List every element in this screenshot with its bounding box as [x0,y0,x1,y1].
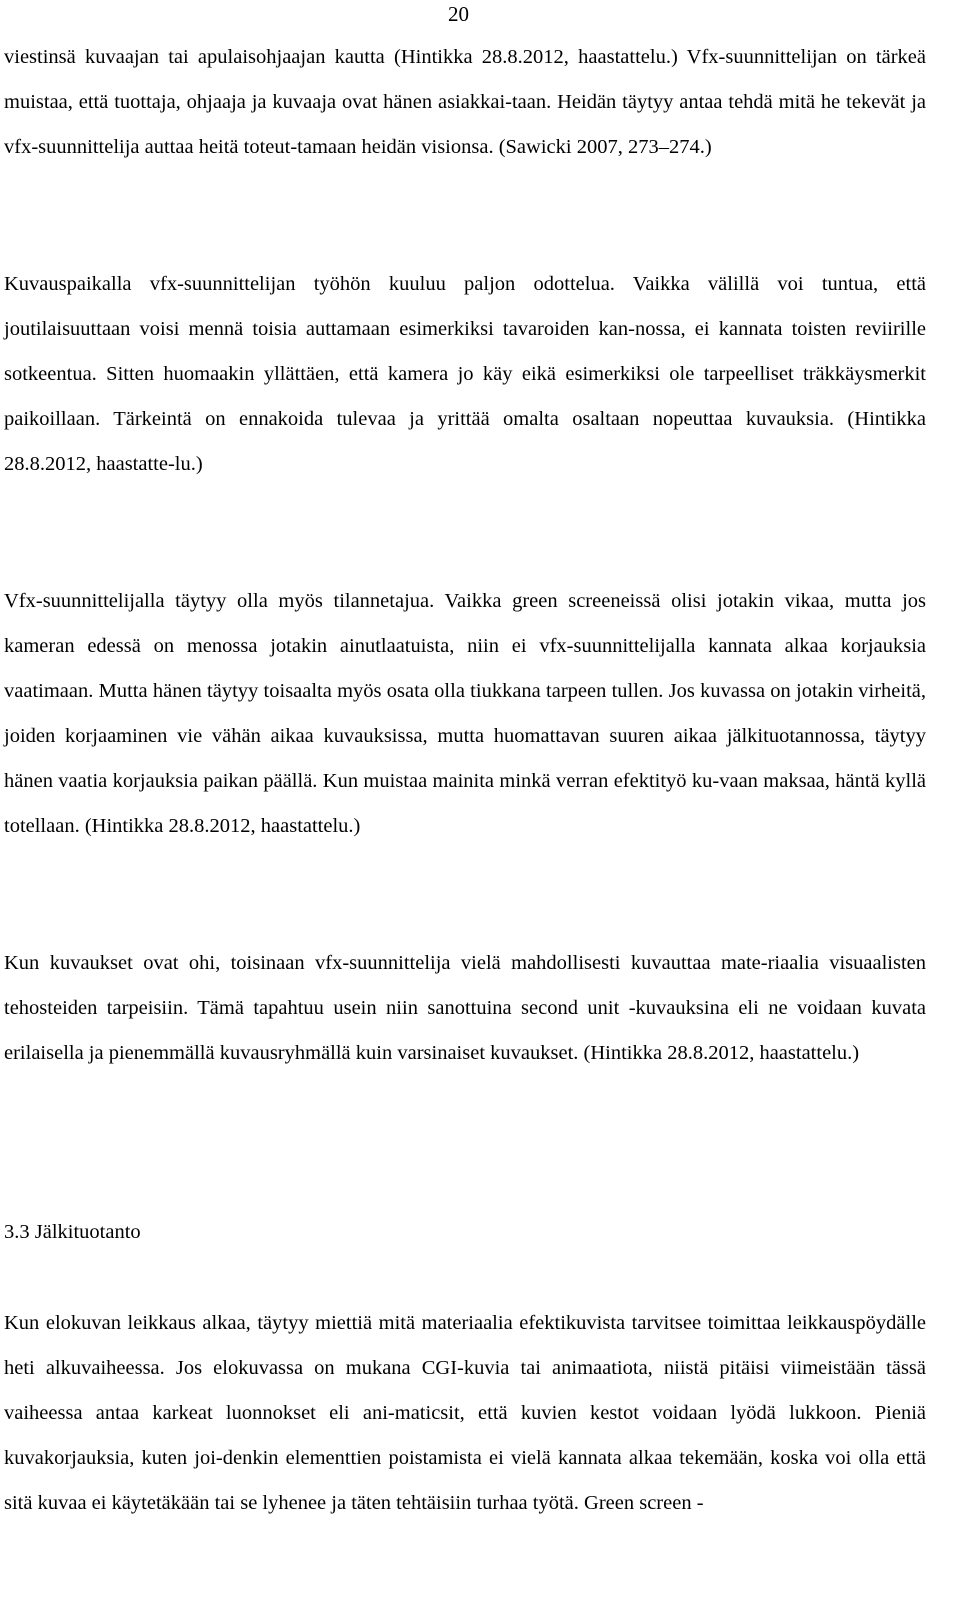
paragraph-vfx-designer-clients: viestinsä kuvaajan tai apulaisohjaajan kautta (Hintikka 28.8.2012, haastattelu.) Vfx-suunnittelijan on tärkeä muistaa, että tuottaja, ohjaaja ja kuvaaja ovat hänen asiakkai-taan. Heidän täytyy antaa tehdä mitä he tekevät ja vfx-suunnittelija auttaa heitä toteut-tamaan heidän visionsa. (Sawicki 2007, 273–274.) [4,46,926,158]
paragraph-waiting-on-set: Kuvauspaikalla vfx-suunnittelijan työhön kuuluu paljon odottelua. Vaikka välillä voi tuntua, että joutilaisuuttaan voisi mennä toisia auttamaan esimerkiksi tavaroiden kan-nossa, ei kannata toisten reviirille sotkeentua. Sitten huomaakin yllättäen, että kamera jo käy eikä esimerkiksi ole tarpeelliset träkkäysmerkit paikoillaan. Tärkeintä on ennakoida tulevaa ja yrittää omalta osaltaan nopeuttaa kuvauksia. (Hintikka 28.8.2012, haastatte-lu.) [4,273,926,475]
paragraph-situational-awareness: Vfx-suunnittelijalla täytyy olla myös tilannetajua. Vaikka green screeneissä olisi jotakin vikaa, mutta jos kameran edessä on menossa jotakin ainutlaatuista, niin ei vfx-suunnittelijalla kannata alkaa korjauksia vaatimaan. Mutta hänen täytyy toisaalta myös osata olla tiukkana tarpeen tullen. Jos kuvassa on jotakin virheitä, joiden korjaaminen vie vähän aikaa kuvauksissa, mutta huomattavan suuren aikaa jälkituotannossa, täytyy hänen vaatia korjauksia paikan päällä. Kun muistaa mainita minkä verran efektityö ku-vaan maksaa, häntä kyllä totellaan. (Hintikka 28.8.2012, haastattelu.) [4,590,926,837]
paragraph-post-production: Kun elokuvan leikkaus alkaa, täytyy miettiä mitä materiaalia efektikuvista tarvitsee toimittaa leikkauspöydälle heti alkuvaiheessa. Jos elokuvassa on mukana CGI-kuvia tai animaatiota, niistä pitäisi viimeistään tässä vaiheessa antaa karkeat luonnokset eli ani-maticsit, että kuvien kestot voidaan lyödä lukkoon. Pieniä kuvakorjauksia, kuten joi-denkin elementtien poistamista ei vielä kannata alkaa tekemään, koska voi olla että sitä kuvaa ei käytetäkään tai se lyhenee ja täten tehtäisiin turhaa työtä. Green screen - [4,1312,926,1514]
section-heading: 3.3 Jälkituotanto [4,1221,141,1243]
page-number: 20 [448,2,469,26]
paragraph-second-unit: Kun kuvaukset ovat ohi, toisinaan vfx-suunnittelija vielä mahdollisesti kuvauttaa mate-riaalia visuaalisten tehosteiden tarpeisiin. Tämä tapahtuu usein niin sanottuina second unit -kuvauksina eli ne voidaan kuvata erilaisella ja pienemmällä kuvausryhmällä kuin varsinaiset kuvaukset. (Hintikka 28.8.2012, haastattelu.) [4,952,926,1064]
